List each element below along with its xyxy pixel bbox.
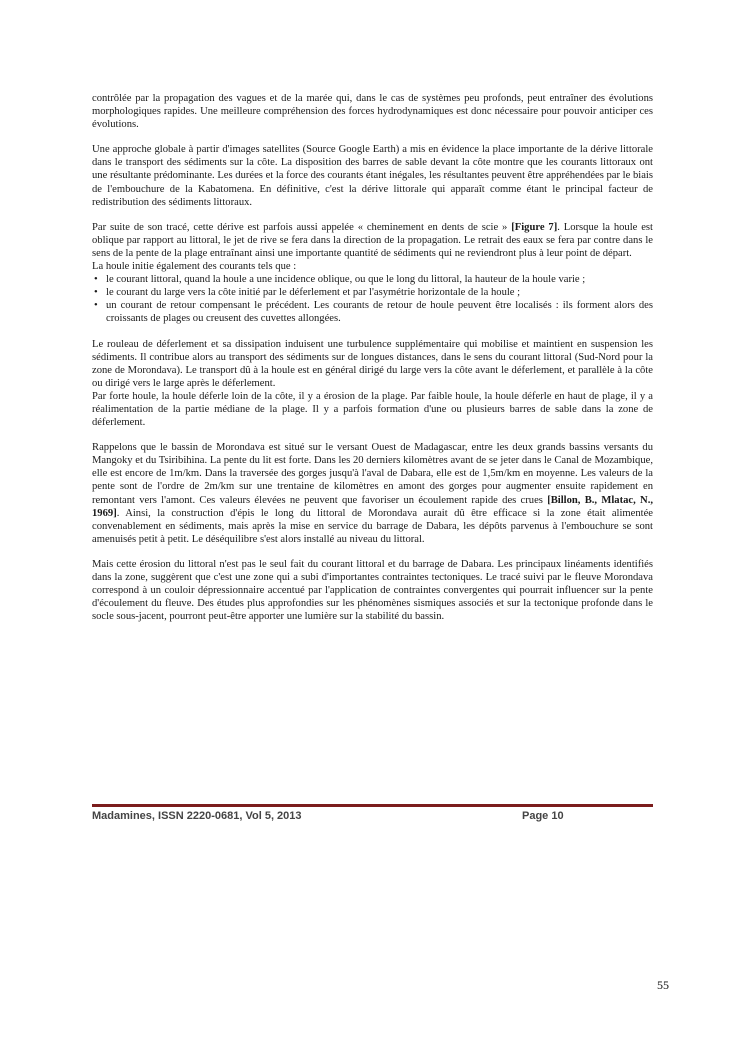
paragraph-strong-swell: Par forte houle, la houle déferle loin de la côte, il y a érosion de la plage. Par faible houle, la houle déferle en haut de plage, il y a réalimentation de la partie médiane de la plage. Il y a parfois formation d'une ou plusieurs barres de sable dans la zone de déferlement. — [92, 390, 653, 429]
paragraph-tectonics: Mais cette érosion du littoral n'est pas le seul fait du courant littoral et du barrage de Dabara. Les principaux linéaments identifiés dans la zone, suggèrent que c'est une zone qui a subi d'importantes contraintes tectoniques. Le tracé suivi par le fleuve Morondava correspond à un couloir dépressionnaire accentué par l'application de contraintes convergentes qui pourrait influencer sur la pente d'écoulement du fleuve. Des études plus approfondies sur les phénomènes sismiques associés et sur la tectonique profonde dans le socle sous-jacent, pourront peut-être apporter une lumière sur la stabilité du bassin. — [92, 558, 653, 623]
list-item — [92, 299, 653, 325]
article-body — [92, 92, 653, 635]
paragraph-morondava-basin — [92, 441, 653, 546]
bullet-icon: • — [94, 274, 98, 286]
list-item-text: un courant de retour compensant le précédent. Les courants de retour de houle peuvent être localisés : ils forment alors des croissants de plages ou creusent des cuvettes allongées. — [106, 300, 653, 325]
paragraph-currents-intro: La houle initie également des courants tels que : — [92, 261, 297, 273]
paragraph-intro: contrôlée par la propagation des vagues et de la marée qui, dans le cas de systèmes peu profonds, peut entraîner des évolutions morphologiques rapides. Une meilleure compréhension des forces hydrodynamiques est donc nécessaire pour pouvoir anticiper ces évolutions. — [92, 93, 653, 131]
list-item-text: le courant littoral, quand la houle a une incidence oblique, ou que le long du littoral, la hauteur de la houle varie ; — [106, 274, 586, 286]
list-item — [92, 273, 653, 286]
drift-lead-text: Par suite de son tracé, cette dérive est parfois aussi appelée « cheminement en dents de scie » — [92, 221, 508, 233]
bullet-icon: • — [94, 300, 98, 312]
currents-list — [92, 273, 653, 325]
footer-page-label: Page 10 — [522, 810, 564, 822]
drift-rest-text: . Lorsque la houle est oblique par rapport au littoral, le jet de rive se fera dans la direction de la propagation. Le retrait des eaux se fera par contre dans le sens de la pente de la plage entraînant ainsi une importante quantité de sédiments qui ne reviendront plus à leur point de départ. — [92, 221, 653, 259]
paragraph-drift — [92, 221, 653, 260]
page-number: 55 — [657, 978, 669, 992]
basin-lead-text: Rappelons que le bassin de Morondava est situé sur le versant Ouest de Madagascar, entre les deux grands bassins versants du Mangoky et du Tsiribihina. La pente du lit est forte. Dans les 20 derniers kilomètres avant de se jeter dans le Canal de Mozambique, elle est encore de 1m/km. Dans la traversée des gorges jusqu'à l'aval de Dabara, elle est de 1,5m/km en moyenne. Les valeurs de la pente sont de l'ordre de 2m/km sur une trentaine de kilomètres en amont des gorges pour augmenter ensuite rapidement en remontant vers l'amont. Ces valeurs élevées ne peuvent que favoriser un écoulement rapide des crues — [92, 442, 653, 506]
bullet-icon: • — [94, 287, 98, 299]
list-item-text: le courant du large vers la côte initié par le déferlement et par l'asymétrie horizontale de la houle ; — [106, 287, 521, 299]
footer-journal: Madamines, ISSN 2220-0681, Vol 5, 2013 — [92, 810, 302, 822]
paragraph-satellite-approach: Une approche globale à partir d'images satellites (Source Google Earth) a mis en évidence la place importante de la dérive littorale dans le transport des sédiments sur la côte. La disposition des barres de sable devant la côte montre que les courants littoraux ont une résultante prédominante. Les durées et la force des courants étant inégales, les résultantes peuvent être appréhendées par le biais de l'embouchure de la Kabatomena. En définitive, c'est la dérive littorale qui apparaît comme étant le principal facteur de redistribution des sédiments littoraux. — [92, 144, 653, 208]
list-item — [92, 286, 653, 299]
citation-reference: [Billon, B., Mlatac, N., 1969] — [92, 494, 653, 519]
figure-reference: [Figure 7] — [511, 221, 558, 233]
footer-divider — [92, 804, 653, 807]
basin-rest-text: . Ainsi, la construction d'épis le long du littoral de Morondava aurait dû être efficace si la zone était alimentée convenablement en sédiments, mais après la mise en service du barrage de Dabara, les dépôts parvenus à l'embouchure se sont amenuisés petit à petit. Le déséquilibre s'est alors installé au niveau du littoral. — [92, 507, 653, 545]
paragraph-breaking-roller: Le rouleau de déferlement et sa dissipation induisent une turbulence supplémentaire qui mobilise et maintient en suspension les sédiments. Il contribue alors au transport des sédiments sur de longues distances, dans le sens du courant littoral (Sud-Nord pour la zone de Morondava). Le transport dû à la houle est en général dirigé du large vers la côte avant le déferlement, et parallèle à la côte ou dirigé vers le large après le déferlement. — [92, 338, 653, 389]
